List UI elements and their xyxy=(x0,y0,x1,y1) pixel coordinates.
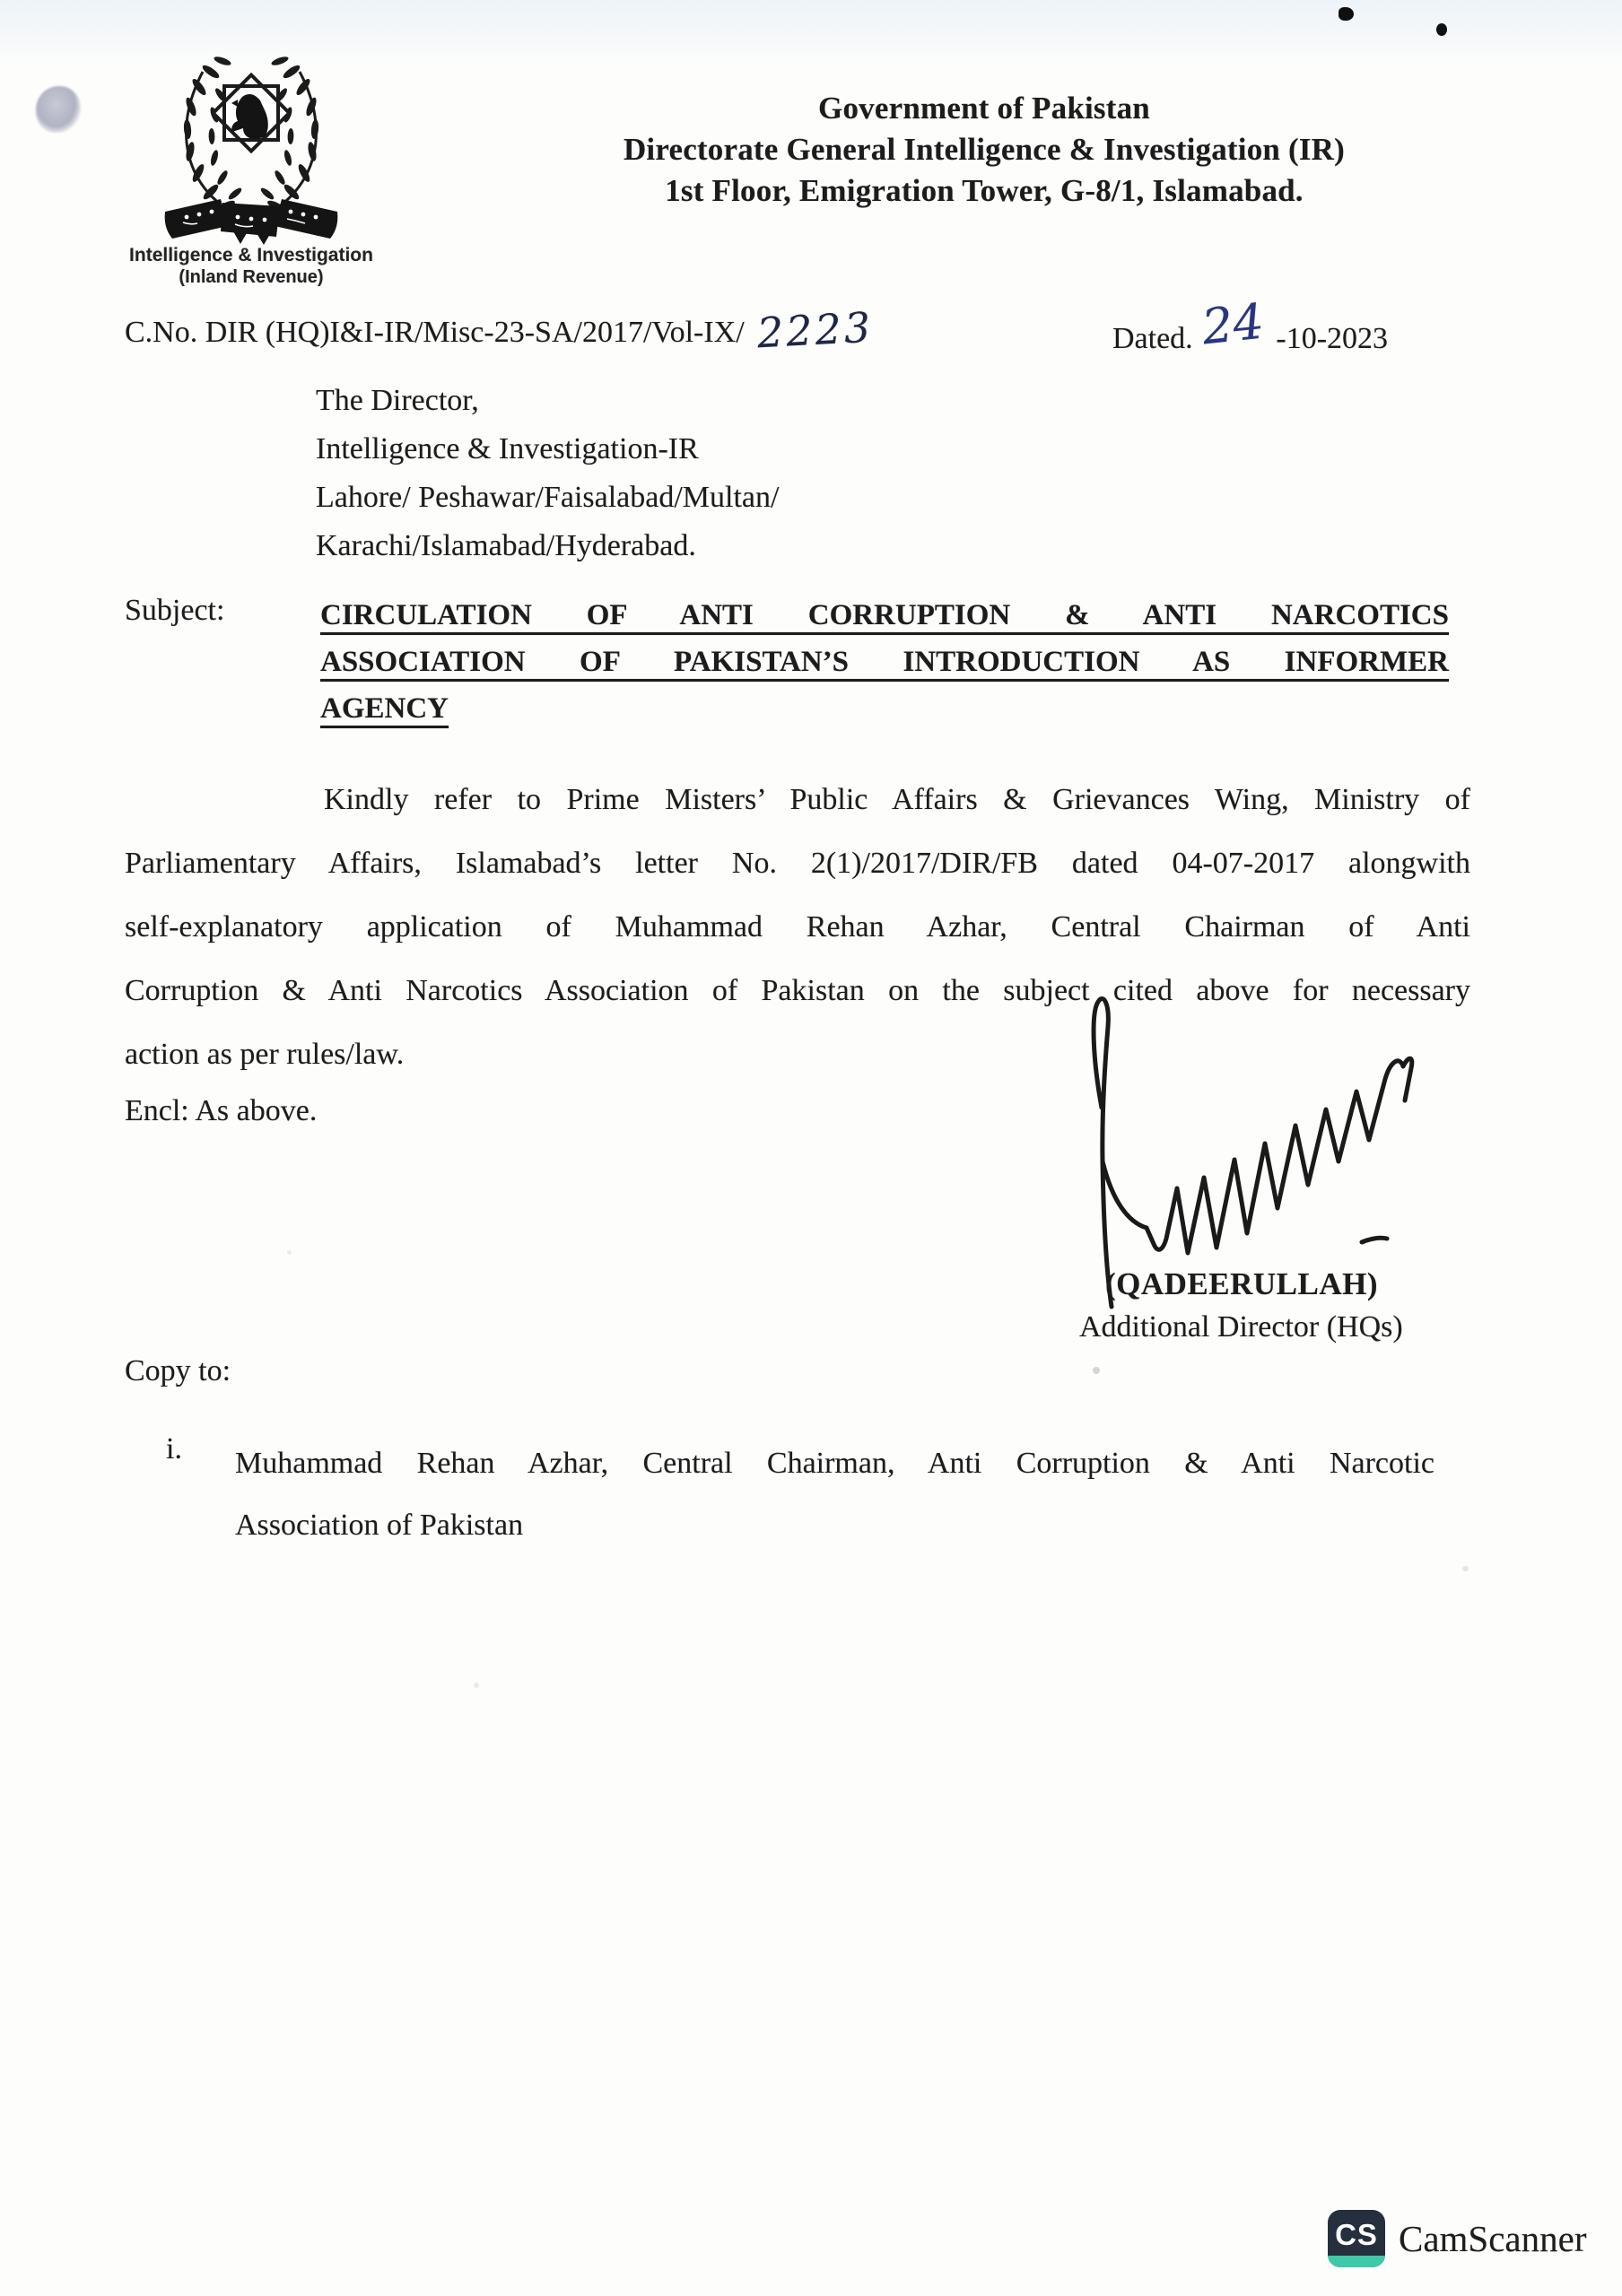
logo-caption-line1: Intelligence & Investigation xyxy=(129,245,373,265)
copy-item-line-2: Association of Pakistan xyxy=(235,1509,524,1542)
paper-speck xyxy=(1462,1566,1469,1571)
subject-text xyxy=(320,592,1449,732)
letterhead-line-1: Government of Pakistan xyxy=(818,91,1150,126)
recipient-line-4: Karachi/Islamabad/Hyderabad. xyxy=(316,529,696,562)
recipient-line-1: The Director, xyxy=(316,384,479,417)
handwritten-serial-number: 2223 xyxy=(755,302,875,358)
handwritten-day: 24 xyxy=(1199,292,1267,356)
letterhead-line-2: Directorate General Intelligence & Investigation (IR) xyxy=(623,132,1346,167)
letterhead xyxy=(536,88,1433,212)
body-line-2: Parliamentary Affairs, Islamabad’s letter No. 2(1)/2017/DIR/FB dated 04-07-2017 alongwith xyxy=(125,847,1470,880)
logo-caption xyxy=(115,244,388,288)
subject-line-3: AGENCY xyxy=(320,692,449,725)
ink-dot xyxy=(1436,23,1447,36)
copy-item-line-1: Muhammad Rehan Azhar, Central Chairman, Anti Corruption & Anti Narcotic xyxy=(235,1447,1435,1480)
body-line-1: Kindly refer to Prime Misters’ Public Affairs & Grievances Wing, Ministry of xyxy=(324,783,1470,816)
signatory-name: (QADEERULLAH) xyxy=(1105,1266,1379,1301)
logo-caption-line2: (Inland Revenue) xyxy=(179,267,324,287)
body-line-4: Corruption & Anti Narcotics Association of Pakistan on the subject cited above for necessary xyxy=(125,974,1470,1007)
letterhead-line-3: 1st Floor, Emigration Tower, G-8/1, Islamabad. xyxy=(665,173,1304,208)
camscanner-watermark xyxy=(1328,2210,1586,2267)
paper-speck xyxy=(287,1250,292,1255)
recipient-line-2: Intelligence & Investigation-IR xyxy=(316,432,699,465)
ink-dot xyxy=(1339,7,1354,21)
copy-to-label: Copy to: xyxy=(125,1354,231,1387)
paper-speck xyxy=(474,1683,479,1688)
body-line-5: action as per rules/law. xyxy=(125,1038,405,1071)
camscanner-logo-icon xyxy=(1328,2210,1385,2267)
camscanner-teal-strip xyxy=(1328,2256,1385,2267)
recipient-address xyxy=(316,377,779,570)
intelligence-investigation-crest-icon xyxy=(135,36,368,247)
camscanner-monogram: CS xyxy=(1335,2218,1378,2251)
signatory-title: Additional Director (HQs) xyxy=(1079,1310,1403,1344)
reference-line xyxy=(125,292,1506,358)
subject-line-2: ASSOCIATION OF PAKISTAN’S INTRODUCTION AS INFORMER xyxy=(320,646,1449,678)
date-group xyxy=(1112,292,1389,360)
date-suffix: -10-2023 xyxy=(1276,322,1389,355)
recipient-line-3: Lahore/ Peshawar/Faisalabad/Multan/ xyxy=(316,481,780,514)
camscanner-brand-text: CamScanner xyxy=(1399,2218,1587,2259)
paper-speck xyxy=(1093,1367,1100,1374)
reference-number: C.No. DIR (HQ)I&I-IR/Misc-23-SA/2017/Vol-IX/ xyxy=(125,316,745,349)
subject-label: Subject: xyxy=(125,594,225,627)
dated-label: Dated. xyxy=(1112,322,1193,355)
copy-item xyxy=(235,1432,1435,1556)
subject-line-1: CIRCULATION OF ANTI CORRUPTION & ANTI NARCOTICS xyxy=(320,599,1449,631)
enclosure-note: Encl: As above. xyxy=(125,1094,318,1127)
copy-item-index: i. xyxy=(166,1432,182,1465)
body-line-3: self-explanatory application of Muhammad Rehan Azhar, Central Chairman of Anti xyxy=(125,910,1470,944)
paper-blemish xyxy=(36,86,81,133)
